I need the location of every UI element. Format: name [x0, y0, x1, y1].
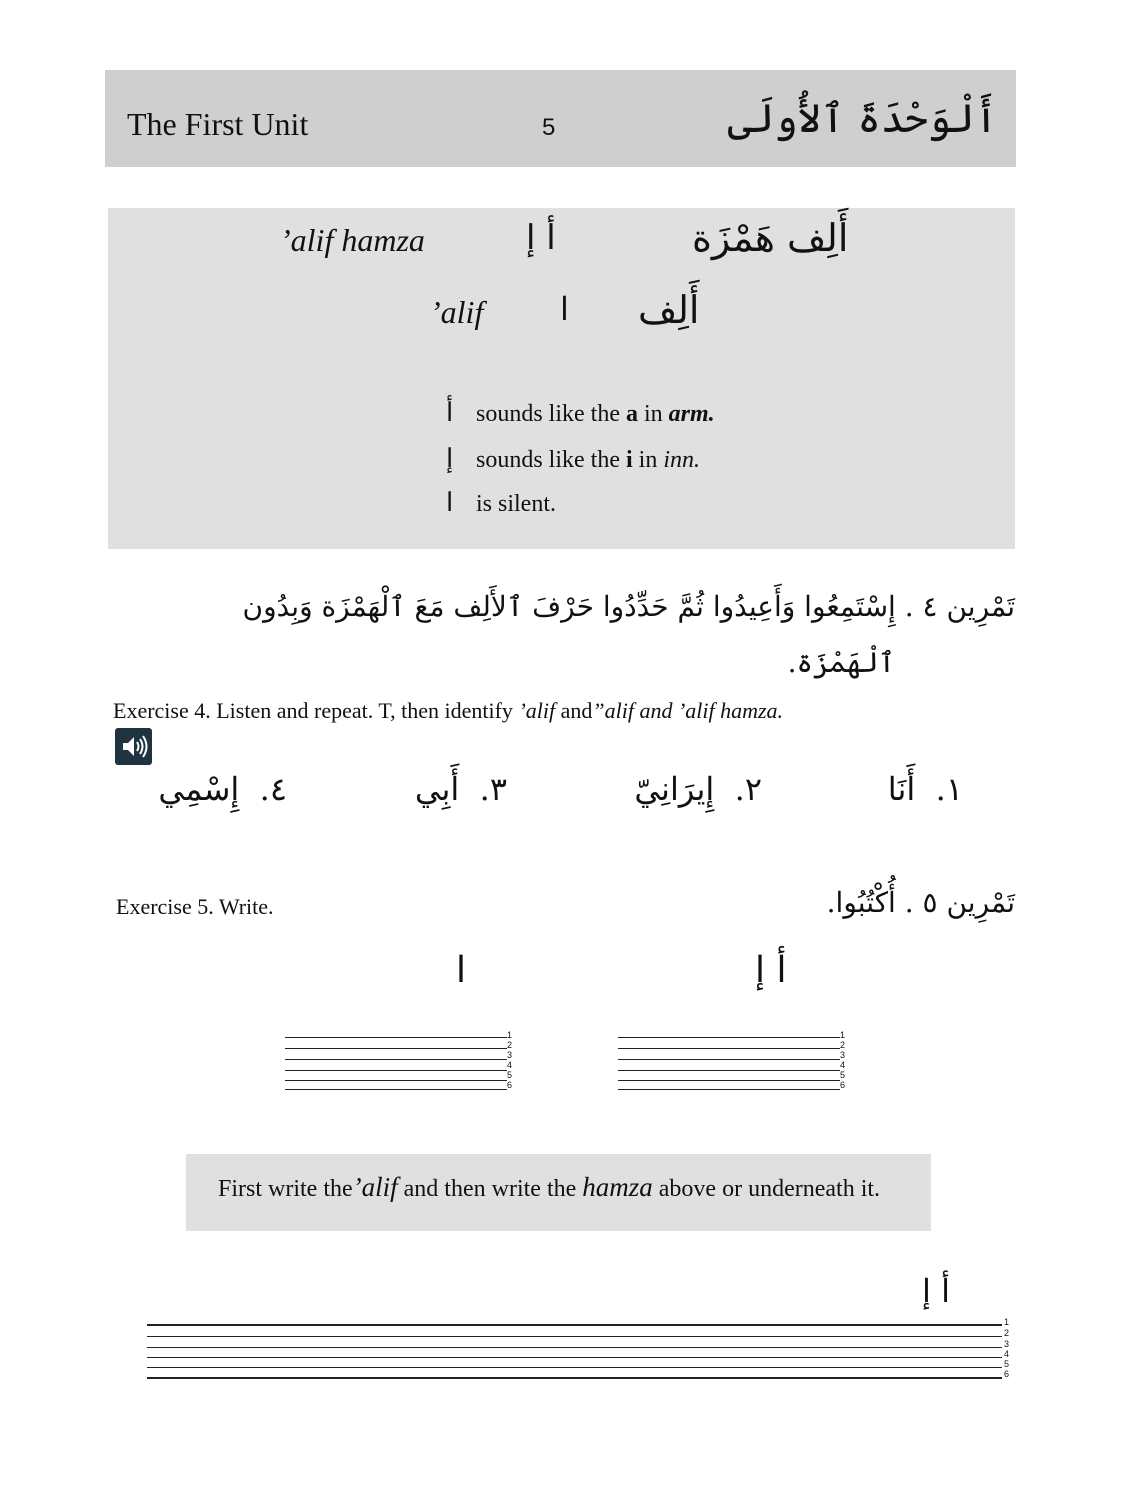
writing-line: [285, 1070, 507, 1071]
line-number: 5: [1004, 1359, 1010, 1369]
sound-glyph: ا: [446, 488, 454, 518]
audio-play-button[interactable]: [115, 728, 152, 765]
line-number: 1: [507, 1030, 513, 1040]
line-number: 2: [507, 1040, 513, 1050]
line-number: 1: [1004, 1317, 1010, 1327]
writing-line: [285, 1048, 507, 1049]
line-number: 5: [840, 1070, 846, 1080]
writing-line: [147, 1324, 1002, 1326]
writing-line: [147, 1367, 1002, 1368]
exercise4-word: ٢. إِيرَانِيّ: [634, 770, 762, 808]
sound-row: ا is silent.: [446, 488, 557, 518]
line-number: 3: [840, 1050, 846, 1060]
hamza-name-arabic: أَلِف هَمْزَة: [692, 216, 849, 260]
writing-line: [618, 1059, 840, 1060]
writing-lines-wide[interactable]: [147, 1317, 1017, 1382]
exercise4-word: ٣. أَبِي: [414, 770, 507, 808]
exercise5-instruction-english: Exercise 5. Write.: [116, 894, 274, 919]
hamza-letters: أ إ: [526, 218, 556, 258]
writing-line: [618, 1070, 840, 1071]
line-number: 5: [507, 1070, 513, 1080]
alif-name-arabic: أَلِف: [638, 288, 700, 332]
writing-line: [618, 1048, 840, 1049]
writing-line: [285, 1080, 507, 1081]
exercise4-word: ٤. إِسْمِي: [158, 770, 287, 808]
line-number: 3: [1004, 1339, 1010, 1349]
writing-line: [147, 1357, 1002, 1358]
line-number: 1: [840, 1030, 846, 1040]
line-number: 4: [507, 1060, 513, 1070]
writing-line: [285, 1059, 507, 1060]
alif-letter: ا: [560, 290, 569, 328]
exercise4-instruction-arabic: تَمْرِين ٤ . إِسْتَمِعُوا وَأَعِيدُوا ثُمَّ حَدِّدُوا حَرْفَ ٱلأَلِف مَعَ ٱلْهَمْزَة وَبِدُون: [242, 590, 1015, 623]
tip-box: [186, 1154, 931, 1231]
line-number: 6: [1004, 1369, 1010, 1379]
alif-name-english: ’alif: [430, 294, 484, 330]
line-number: 4: [840, 1060, 846, 1070]
line-number: 3: [507, 1050, 513, 1060]
unit-title-arabic: أَلْوَحْدَةَ ٱلأُولَى: [727, 96, 998, 142]
tip-text: First write the’alif and then write the hamza above or underneath it.: [218, 1172, 881, 1202]
writing-lines[interactable]: [618, 1030, 853, 1093]
line-number: 4: [1004, 1349, 1010, 1359]
page-number: 5: [542, 114, 556, 141]
writing-line: [147, 1347, 1002, 1348]
writing-lines[interactable]: [285, 1030, 520, 1093]
speaker-icon: [115, 728, 152, 765]
sound-glyph: أ: [446, 398, 454, 428]
line-number: 2: [840, 1040, 846, 1050]
writing-line: [285, 1089, 507, 1090]
exercise4-word: ١. أَنَا: [887, 770, 963, 808]
letter-info-box: [108, 208, 1015, 549]
writing-line: [285, 1037, 507, 1038]
unit-title: The First Unit: [127, 106, 309, 142]
writing-line: [147, 1377, 1002, 1379]
line-number: 2: [1004, 1328, 1010, 1338]
practice-letters-hamza: أ إ: [755, 950, 787, 991]
unit-header: [105, 70, 1016, 167]
exercise4-instruction-english: Exercise 4. Listen and repeat. T, then identify ’alif and”alif and ’alif hamza.: [113, 698, 784, 723]
sound-row: إ sounds like the i in inn.: [446, 444, 701, 474]
sound-row: أ sounds like the a in arm.: [446, 398, 715, 428]
practice-letters-bottom: أ إ: [922, 1272, 950, 1310]
writing-line: [147, 1336, 1002, 1337]
exercise4-instruction-arabic-cont: ٱلْهَمْزَة.: [787, 646, 895, 679]
writing-line: [618, 1080, 840, 1081]
sound-glyph: إ: [446, 444, 454, 474]
line-number: 6: [840, 1080, 846, 1090]
writing-line: [618, 1089, 840, 1090]
exercise5-instruction-arabic: تَمْرِين ٥ . أُكْتُبُوا.: [826, 886, 1015, 919]
hamza-name-english: ’alif hamza: [280, 222, 425, 258]
writing-line: [618, 1037, 840, 1038]
practice-letter-alif: ا: [456, 950, 467, 991]
line-number: 6: [507, 1080, 513, 1090]
